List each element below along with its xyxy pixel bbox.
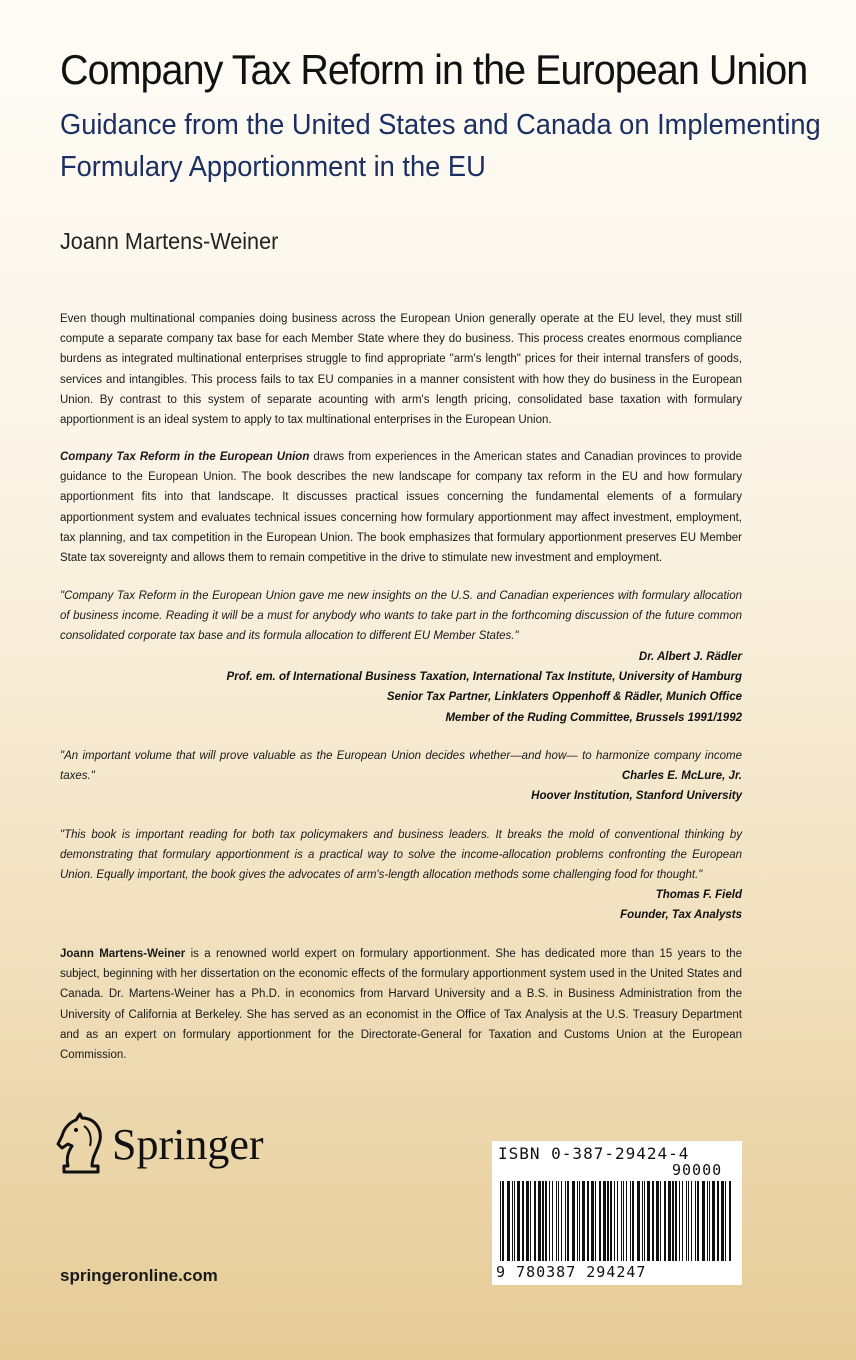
isbn-barcode-block xyxy=(492,1141,742,1285)
endorser-affiliation: Founder, Tax Analysts xyxy=(620,909,742,922)
endorser-affiliation: Member of the Ruding Committee, Brussels 1991/1992 xyxy=(445,711,742,724)
barcode-bar xyxy=(603,1181,606,1261)
book-title: Company Tax Reform in the European Union xyxy=(60,46,808,93)
barcode-bar xyxy=(675,1181,677,1261)
endorser-name: Thomas F. Field xyxy=(655,889,742,901)
barcode-bar xyxy=(526,1181,529,1261)
barcode-bar xyxy=(582,1181,585,1261)
barcode-bar xyxy=(607,1181,609,1261)
description-paragraph-2-text: draws from experiences in the American states and Canadian provinces to provide guidance to the European Union. The book describes the new landscape for company tax reform in the EU and how formulary apportionment fits into that landscape. It discusses practical issues concerning the fundamental elements of a formulary apportionment system and evaluates technical issues concerning how formulary apportionment may affect investment, employment, tax planning, and tax competition in the European Union. The book emphasizes that formulary apportionment preserves EU Member State tax sovereignty and allows them to remain competitive in the drive to stimulate new investment and employment. xyxy=(60,451,743,565)
isbn-number: ISBN 0-387-29424-4 xyxy=(498,1144,690,1163)
barcode-bar xyxy=(552,1181,553,1261)
barcode-bar xyxy=(721,1181,724,1261)
endorser-affiliation: Prof. em. of International Business Taxation, International Tax Institute, University of Hamburg xyxy=(226,671,742,684)
barcode-bar xyxy=(556,1181,557,1261)
description-paragraph-2 xyxy=(60,447,742,568)
endorsement-quote-1: "Company Tax Reform in the European Union gave me new insights on the U.S. and Canadian experiences with formulary allocation of business income. Reading it will be a must for anybody who wants to take part in the forthcoming discussion of the future common consolidated corporate tax base and its formula allocation to different EU Member States." xyxy=(60,590,742,643)
barcode-bar xyxy=(565,1181,566,1261)
barcode-bar xyxy=(549,1181,550,1261)
barcode-bar xyxy=(512,1181,513,1261)
barcode-bar xyxy=(567,1181,569,1261)
barcode-bar xyxy=(664,1181,666,1261)
barcode-bar xyxy=(591,1181,594,1261)
barcode-bar xyxy=(522,1181,524,1261)
barcode-bar xyxy=(709,1181,710,1261)
author-name: Joann Martens-Weiner xyxy=(60,228,279,254)
barcode-bar xyxy=(632,1181,634,1261)
barcode-bar xyxy=(725,1181,726,1261)
barcode-bar xyxy=(679,1181,680,1261)
barcode-bar xyxy=(717,1181,719,1261)
barcode-bar xyxy=(637,1181,640,1261)
bio-author-name: Joann Martens-Weiner xyxy=(60,948,186,960)
barcode-bar xyxy=(691,1181,692,1261)
barcode-bar xyxy=(545,1181,547,1261)
ean-number: 9 780387 294247 xyxy=(496,1263,647,1281)
barcode-bar xyxy=(702,1181,705,1261)
barcode-bar xyxy=(660,1181,661,1261)
barcode-bar xyxy=(621,1181,622,1261)
barcode-bar xyxy=(697,1181,699,1261)
endorser-affiliation: Senior Tax Partner, Linklaters Oppenhoff & Rädler, Munich Office xyxy=(386,691,742,704)
barcode-bar xyxy=(656,1181,659,1261)
barcode-bar xyxy=(686,1181,687,1261)
price-code: 90000 xyxy=(672,1161,723,1179)
barcode-bar xyxy=(530,1181,531,1261)
barcode-bar xyxy=(623,1181,624,1261)
barcode-bar xyxy=(610,1181,612,1261)
barcode-bar xyxy=(538,1181,541,1261)
barcode-bar xyxy=(614,1181,615,1261)
barcode-bar xyxy=(688,1181,689,1261)
endorser-name: Dr. Albert J. Rädler xyxy=(638,651,742,663)
barcode-bar xyxy=(695,1181,696,1261)
publisher-name: Springer xyxy=(112,1120,264,1169)
barcode-bars xyxy=(500,1181,734,1265)
endorsement-attribution-1 xyxy=(60,647,742,728)
chess-knight-icon xyxy=(54,1112,108,1178)
barcode-bar xyxy=(558,1181,559,1261)
subtitle-line-1: Guidance from the United States and Canada on Implementing xyxy=(60,109,821,141)
barcode-bar xyxy=(707,1181,708,1261)
barcode-bar xyxy=(668,1181,671,1261)
barcode-bar xyxy=(514,1181,515,1261)
endorser-affiliation: Hoover Institution, Stanford University xyxy=(531,790,742,803)
barcode-bar xyxy=(647,1181,650,1261)
publisher-logo xyxy=(54,1112,284,1178)
publisher-website[interactable]: springeronline.com xyxy=(60,1266,218,1285)
barcode-bar xyxy=(507,1181,510,1261)
barcode-bar xyxy=(626,1181,627,1261)
book-title-reference: Company Tax Reform in the European Union xyxy=(60,451,310,463)
subtitle-line-2: Formulary Apportionment in the EU xyxy=(60,151,486,183)
author-bio xyxy=(60,944,742,1065)
description-paragraph-1: Even though multinational companies doing business across the European Union generally operate at the EU level, they must still compute a separate company tax base for each Member State where they do business. This process creates enormous compliance burdens as integrated multinational enterprises struggle to find appropriate "arm's length" prices for their internal transfers of goods, services and intangibles. This process fails to tax EU companies in a manner consistent with how they do business in the European Union. By contrast to this system of separate acounting with arm's length pricing, consolidated base taxation with formulary apportionment is an ideal system to apply to tax multinational enterprises in the European Union. xyxy=(60,313,742,427)
bio-text: is a renowned world expert on formulary apportionment. She has dedicated more than 15 years to the subject, beginning with her dissertation on the economic effects of the formulary apportionment system used in the United States and Canada. Dr. Martens-Weiner has a Ph.D. in economics from Harvard University and a B.S. in Business Administration from the University of California at Berkeley. She has served as an economist in the Office of Tax Analysis at the U.S. Treasury Department and as an expert on formulary apportionment for the Directorate-General for Taxation and Customs Union at the European Commission. xyxy=(60,948,742,1062)
barcode-bar xyxy=(729,1181,731,1261)
endorsement-quote-2: "An important volume that will prove valuable as the European Union decides whether—and how— to harmonize company income taxes." xyxy=(60,750,742,783)
book-subtitle xyxy=(60,104,821,188)
barcode-bar xyxy=(561,1181,562,1261)
barcode-bar xyxy=(672,1181,674,1261)
barcode-bar xyxy=(682,1181,683,1261)
barcode-bar xyxy=(572,1181,575,1261)
barcode-bar xyxy=(502,1181,504,1261)
barcode-bar xyxy=(542,1181,544,1261)
barcode-bar xyxy=(617,1181,618,1261)
barcode-bar xyxy=(599,1181,601,1261)
barcode-bar xyxy=(712,1181,715,1261)
barcode-bar xyxy=(577,1181,578,1261)
barcode-bar xyxy=(517,1181,520,1261)
barcode-bar xyxy=(587,1181,589,1261)
barcode-bar xyxy=(579,1181,580,1261)
barcode-bar xyxy=(644,1181,645,1261)
barcode-bar xyxy=(595,1181,596,1261)
barcode-bar xyxy=(630,1181,631,1261)
endorser-name: Charles E. McLure, Jr. xyxy=(621,770,742,782)
barcode-bar xyxy=(500,1181,501,1261)
endorsement-quote-3: "This book is important reading for both tax policymakers and business leaders. It breaks the mold of conventional thinking by demonstrating that formulary apportionment is a practical way to solve the income-allocation problems confronting the European Union. Equally important, the book gives the advocates of arm's-length allocation methods some challenging food for thought." xyxy=(60,829,742,882)
barcode-bar xyxy=(642,1181,643,1261)
barcode-bar xyxy=(534,1181,536,1261)
endorsement-attribution-2 xyxy=(60,766,742,806)
barcode-bar xyxy=(652,1181,654,1261)
endorsement-attribution-3 xyxy=(60,885,742,925)
